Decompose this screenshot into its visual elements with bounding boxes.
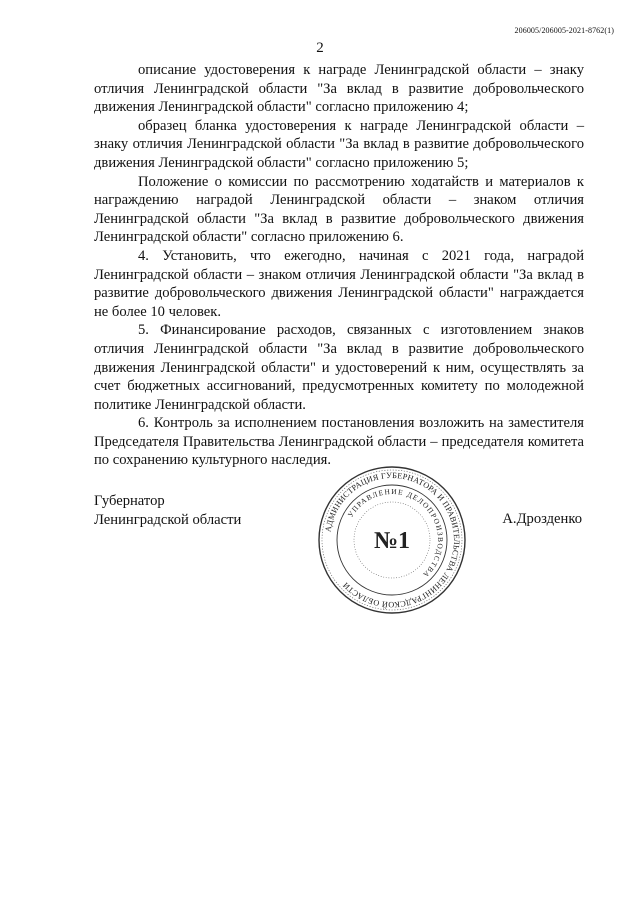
signatory-title-line2: Ленинградской области: [94, 512, 242, 528]
signatory-title: [94, 492, 241, 530]
paragraph-appendix-5: образец бланка удостоверения к награде Ленинградской области – знаку отличия Ленинградской области "За вклад в развитие добровольческого движения Ленинградской области" согласно приложению 5;: [94, 117, 584, 171]
seal-graphic: [316, 464, 468, 616]
paragraph-appendix-6: Положение о комиссии по рассмотрению ходатайств и материалов к награждению наградой Ленинградской области – знаком отличия Ленинградской области "За вклад в развитие добровольческого движения Ленинградской области" согласно приложению 6.: [94, 173, 584, 246]
seal-number: №1: [373, 528, 411, 554]
paragraph-item-5: 5. Финансирование расходов, связанных с изготовлением знаков отличия Ленинградской области "За вклад в развитие добровольческого движения Ленинградской области" и удостоверений к ним, осуществлять за счет бюджетных ассигнований, предусмотренных комитету по молодежной политике Ленинградской области.: [94, 322, 584, 413]
page-number: 2: [316, 40, 324, 56]
official-seal-stamp: [316, 464, 468, 616]
paragraph-item-4: 4. Установить, что ежегодно, начиная с 2021 года, наградой Ленинградской области – знаком отличия Ленинградской области "За вклад в развитие добровольческого движения Ленинградской области" награждается не более 10 человек.: [94, 247, 584, 320]
seal-inner-text: УПРАВЛЕНИЕ ДЕЛОПРОИЗВОДСТВА: [345, 486, 446, 581]
seal-outer-text: АДМИНИСТРАЦИЯ ГУБЕРНАТОРА И ПРАВИТЕЛЬСТВА ЛЕНИНГРАДСКОЙ ОБЛАСТИ: [323, 470, 462, 610]
signatory-title-line1: Губернатор: [94, 493, 165, 509]
paragraph-item-6: 6. Контроль за исполнением постановления возложить на заместителя Председателя Правительства Ленинградской области – председателя комитета по сохранению культурного наследия.: [94, 415, 584, 469]
document-body: [94, 61, 584, 470]
document-id: 206005/206005-2021-8762(1): [514, 26, 614, 35]
signatory-name: А.Дрозденко: [502, 511, 582, 527]
paragraph-appendix-4: описание удостоверения к награде Ленинградской области – знаку отличия Ленинградской области "За вклад в развитие добровольческого движения Ленинградской области" согласно приложению 4;: [94, 62, 584, 116]
